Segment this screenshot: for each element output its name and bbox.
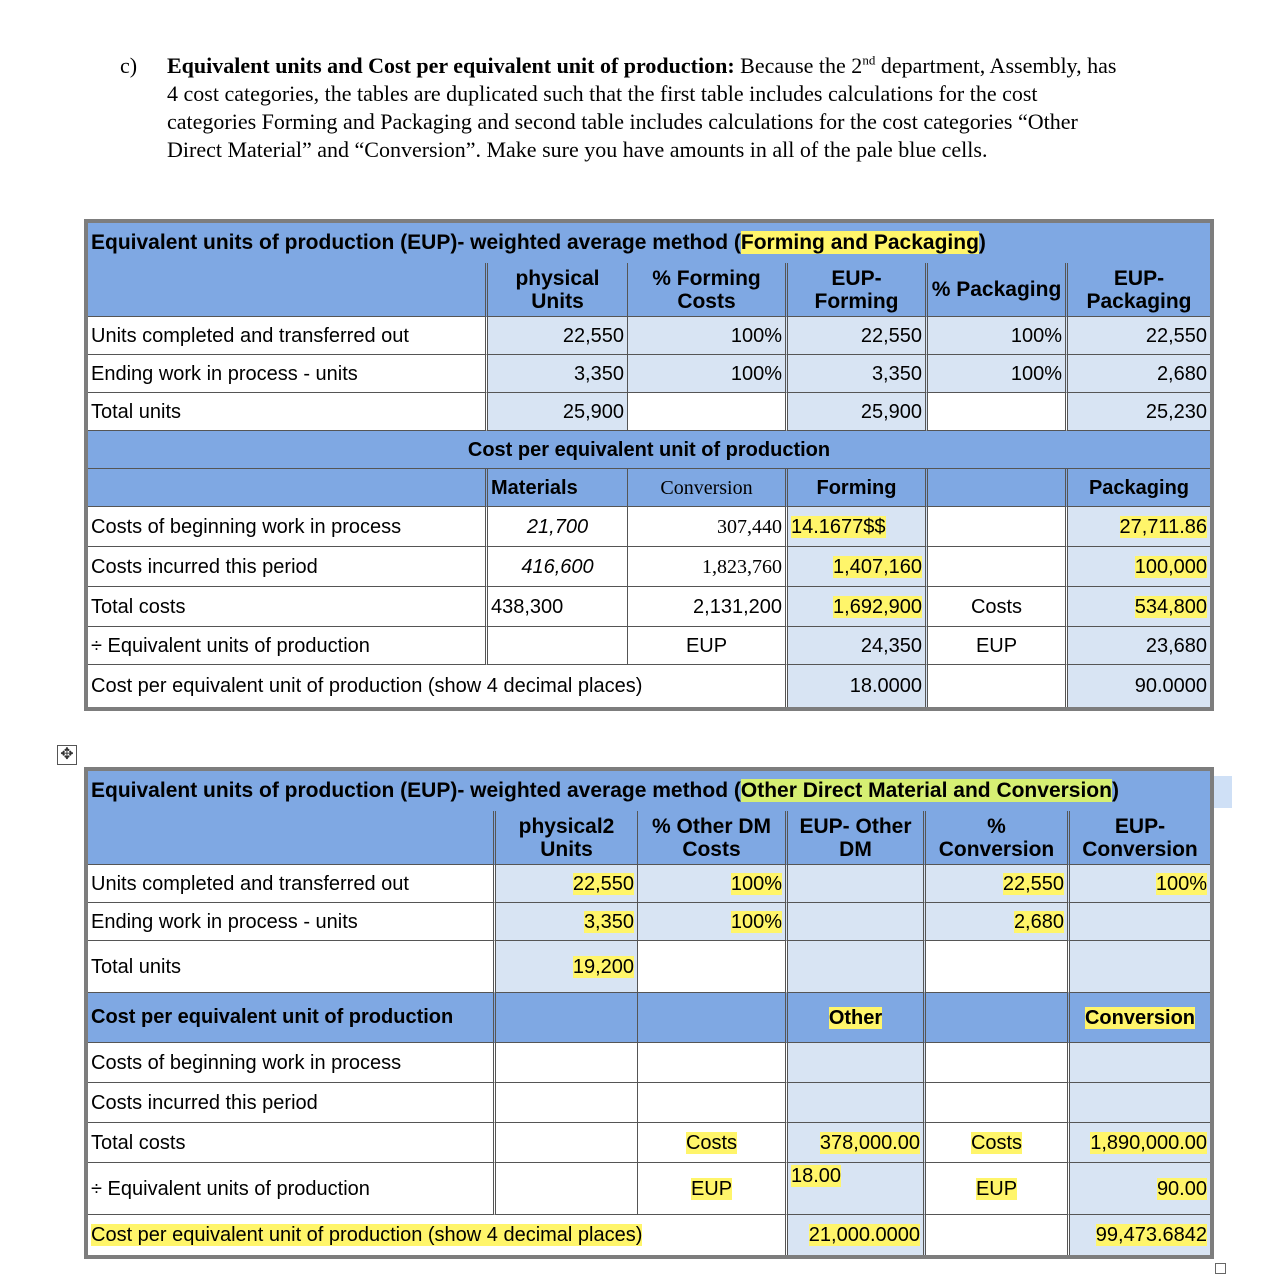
row-label: Ending work in process - units bbox=[88, 355, 488, 393]
cell[interactable]: 18.00 bbox=[788, 1163, 926, 1215]
table-row bbox=[88, 941, 1210, 993]
cell[interactable]: 99,473.6842 bbox=[1070, 1215, 1210, 1255]
cell[interactable] bbox=[788, 865, 926, 903]
table2-col-pct-other-dm: % Other DM Costs bbox=[638, 811, 788, 865]
row-label: Costs of beginning work in process bbox=[88, 507, 488, 547]
cell[interactable]: 22,550 bbox=[1068, 317, 1210, 355]
cell[interactable]: 378,000.00 bbox=[788, 1123, 926, 1163]
move-handle-icon[interactable]: ✥ bbox=[57, 745, 77, 765]
cell: Costs bbox=[926, 1123, 1070, 1163]
cell[interactable]: 27,711.86 bbox=[1068, 507, 1210, 547]
cost-header-empty bbox=[928, 469, 1068, 507]
table2-title: Equivalent units of production (EUP)- weighted average method (Other Direct Material and Conversion) bbox=[88, 771, 1210, 811]
table-row bbox=[88, 1215, 1210, 1255]
cell[interactable] bbox=[788, 941, 926, 993]
table-row bbox=[88, 865, 1210, 903]
cost-header-blank bbox=[88, 469, 488, 507]
cell[interactable]: 22,550 bbox=[488, 317, 628, 355]
table1-header-blank bbox=[88, 263, 488, 317]
intro-paragraph bbox=[120, 52, 1130, 164]
cell bbox=[496, 1043, 638, 1083]
cell: Costs bbox=[928, 587, 1068, 627]
cell[interactable]: 100% bbox=[628, 317, 788, 355]
cell[interactable]: 21,000.0000 bbox=[788, 1215, 926, 1255]
cell: 1,823,760 bbox=[628, 547, 788, 587]
table1-col-eup-forming: EUP- Forming bbox=[788, 263, 928, 317]
cell[interactable]: 3,350 bbox=[788, 355, 928, 393]
cost-header-materials: Materials bbox=[488, 469, 628, 507]
cost-header-forming: Forming bbox=[788, 469, 928, 507]
cell: Costs bbox=[638, 1123, 788, 1163]
table-row bbox=[88, 317, 1210, 355]
cell: 438,300 bbox=[488, 587, 628, 627]
cell[interactable]: 22,550 bbox=[496, 865, 638, 903]
cell bbox=[928, 393, 1068, 431]
cell: 2,131,200 bbox=[628, 587, 788, 627]
cell: EUP bbox=[928, 627, 1068, 665]
table-row bbox=[88, 627, 1210, 665]
intro-sup: nd bbox=[862, 52, 876, 68]
cell: EUP bbox=[628, 627, 788, 665]
table2-col-eup-conversion: EUP- Conversion bbox=[1070, 811, 1210, 865]
row-label: Cost per equivalent unit of production (show 4 decimal places) bbox=[88, 665, 788, 707]
cell[interactable]: 14.1677$$ bbox=[788, 507, 928, 547]
cell bbox=[926, 1215, 1070, 1255]
cell[interactable]: 22,550 bbox=[788, 317, 928, 355]
cell[interactable]: 22,550 bbox=[926, 865, 1070, 903]
table-row bbox=[88, 547, 1210, 587]
table-row bbox=[88, 587, 1210, 627]
cell: 21,700 bbox=[488, 507, 628, 547]
cell[interactable] bbox=[1070, 1043, 1210, 1083]
table2-title-highlight: Other Direct Material and Conversion bbox=[740, 779, 1112, 802]
table1-title: Equivalent units of production (EUP)- weighted average method (Forming and Packaging) bbox=[88, 223, 1210, 263]
cell[interactable]: 2,680 bbox=[926, 903, 1070, 941]
table1-title-highlight: Forming and Packaging bbox=[740, 231, 979, 254]
cell bbox=[926, 1083, 1070, 1123]
cell bbox=[496, 1163, 638, 1215]
cell: EUP bbox=[638, 1163, 788, 1215]
table-row bbox=[88, 1043, 1210, 1083]
cell[interactable]: 100% bbox=[638, 865, 788, 903]
cell[interactable]: 100% bbox=[628, 355, 788, 393]
table-row bbox=[88, 393, 1210, 431]
cost-header-empty bbox=[496, 993, 638, 1043]
table1-eup-forming-packaging bbox=[84, 219, 1214, 711]
row-label: Total units bbox=[88, 941, 496, 993]
cell[interactable] bbox=[1070, 1083, 1210, 1123]
cell: 416,600 bbox=[488, 547, 628, 587]
cell[interactable]: 1,407,160 bbox=[788, 547, 928, 587]
cell bbox=[638, 1043, 788, 1083]
row-label: Units completed and transferred out bbox=[88, 317, 488, 355]
cell[interactable]: 23,680 bbox=[1068, 627, 1210, 665]
cell[interactable]: 100% bbox=[1070, 865, 1210, 903]
cell bbox=[928, 665, 1068, 707]
table1-col-physical-units: physical Units bbox=[488, 263, 628, 317]
row-label: Costs incurred this period bbox=[88, 1083, 496, 1123]
cell[interactable]: 90.0000 bbox=[1068, 665, 1210, 707]
table2-col-pct-conversion: % Conversion bbox=[926, 811, 1070, 865]
cell bbox=[926, 1043, 1070, 1083]
cell[interactable] bbox=[1070, 903, 1210, 941]
row-label: Total costs bbox=[88, 587, 488, 627]
table-row bbox=[88, 665, 1210, 707]
cost-header-empty bbox=[926, 993, 1070, 1043]
cell[interactable]: 3,350 bbox=[488, 355, 628, 393]
cell bbox=[638, 1083, 788, 1123]
cell[interactable]: 25,900 bbox=[788, 393, 928, 431]
cost-header-conversion: Conversion bbox=[628, 469, 788, 507]
table2-col-eup-other-dm: EUP- Other DM bbox=[788, 811, 926, 865]
cost-header-packaging: Packaging bbox=[1068, 469, 1210, 507]
cost-header-conversion: Conversion bbox=[1070, 993, 1210, 1043]
table-row bbox=[88, 1163, 1210, 1215]
cell bbox=[496, 1083, 638, 1123]
table2-header-blank bbox=[88, 811, 496, 865]
cell[interactable]: 100% bbox=[928, 317, 1068, 355]
table1-col-eup-packaging: EUP- Packaging bbox=[1068, 263, 1210, 317]
cost-header-empty bbox=[638, 993, 788, 1043]
cell[interactable] bbox=[788, 903, 926, 941]
intro-label: c) bbox=[120, 53, 138, 78]
table2-cost-section-title: Cost per equivalent unit of production bbox=[88, 993, 496, 1043]
table-row bbox=[88, 355, 1210, 393]
cell[interactable] bbox=[1070, 941, 1210, 993]
table1-col-pct-forming: % Forming Costs bbox=[628, 263, 788, 317]
table-row bbox=[88, 1123, 1210, 1163]
table-row bbox=[88, 507, 1210, 547]
cell bbox=[488, 627, 628, 665]
cell[interactable]: 25,900 bbox=[488, 393, 628, 431]
cell: 307,440 bbox=[628, 507, 788, 547]
cell[interactable]: 18.0000 bbox=[788, 665, 928, 707]
cell[interactable]: 1,890,000.00 bbox=[1070, 1123, 1210, 1163]
cell bbox=[496, 1123, 638, 1163]
cost-header-other: Other bbox=[788, 993, 926, 1043]
row-label: ÷ Equivalent units of production bbox=[88, 627, 488, 665]
row-label: Units completed and transferred out bbox=[88, 865, 496, 903]
cell[interactable]: 25,230 bbox=[1068, 393, 1210, 431]
cell bbox=[928, 507, 1068, 547]
cell[interactable]: 19,200 bbox=[496, 941, 638, 993]
row-label: Costs incurred this period bbox=[88, 547, 488, 587]
cell bbox=[926, 941, 1070, 993]
intro-text-b: department, Assembly, has 4 cost categories, the tables are duplicated such that the first table includes calculations for the cost categories Forming and Packaging and second table includes calculations for the cost categories “Other Direct Material” and “Conversion”. Make sure you have amounts in all of the pale blue cells. bbox=[167, 53, 1117, 162]
row-label: Cost per equivalent unit of production (show 4 decimal places) bbox=[88, 1215, 788, 1255]
cell[interactable]: 3,350 bbox=[496, 903, 638, 941]
cell bbox=[638, 941, 788, 993]
row-label: Costs of beginning work in process bbox=[88, 1043, 496, 1083]
intro-bold-title: Equivalent units and Cost per equivalent unit of production: bbox=[167, 53, 735, 78]
cell bbox=[928, 547, 1068, 587]
cell[interactable]: 100% bbox=[928, 355, 1068, 393]
cell[interactable]: 1,692,900 bbox=[788, 587, 928, 627]
table2-eup-otherdm-conversion bbox=[84, 767, 1214, 1259]
cell bbox=[628, 393, 788, 431]
resize-handle-icon[interactable] bbox=[1215, 1263, 1226, 1274]
table1-cost-section-title: Cost per equivalent unit of production bbox=[88, 431, 1210, 469]
table2-col-physical-units: physical2 Units bbox=[496, 811, 638, 865]
row-label: Total units bbox=[88, 393, 488, 431]
selection-marker bbox=[1212, 776, 1232, 808]
cell[interactable]: 24,350 bbox=[788, 627, 928, 665]
cell[interactable]: 90.00 bbox=[1070, 1163, 1210, 1215]
cell[interactable]: 100% bbox=[638, 903, 788, 941]
cell[interactable] bbox=[788, 1043, 926, 1083]
table-row bbox=[88, 1083, 1210, 1123]
table1-col-pct-packaging: % Packaging bbox=[928, 263, 1068, 317]
intro-text-a: Because the 2 bbox=[734, 53, 863, 78]
cell[interactable]: 2,680 bbox=[1068, 355, 1210, 393]
cell[interactable]: 100,000 bbox=[1068, 547, 1210, 587]
cell[interactable] bbox=[788, 1083, 926, 1123]
cell[interactable]: 534,800 bbox=[1068, 587, 1210, 627]
cell: EUP bbox=[926, 1163, 1070, 1215]
row-label: Total costs bbox=[88, 1123, 496, 1163]
table-row bbox=[88, 903, 1210, 941]
row-label: Ending work in process - units bbox=[88, 903, 496, 941]
row-label: ÷ Equivalent units of production bbox=[88, 1163, 496, 1215]
